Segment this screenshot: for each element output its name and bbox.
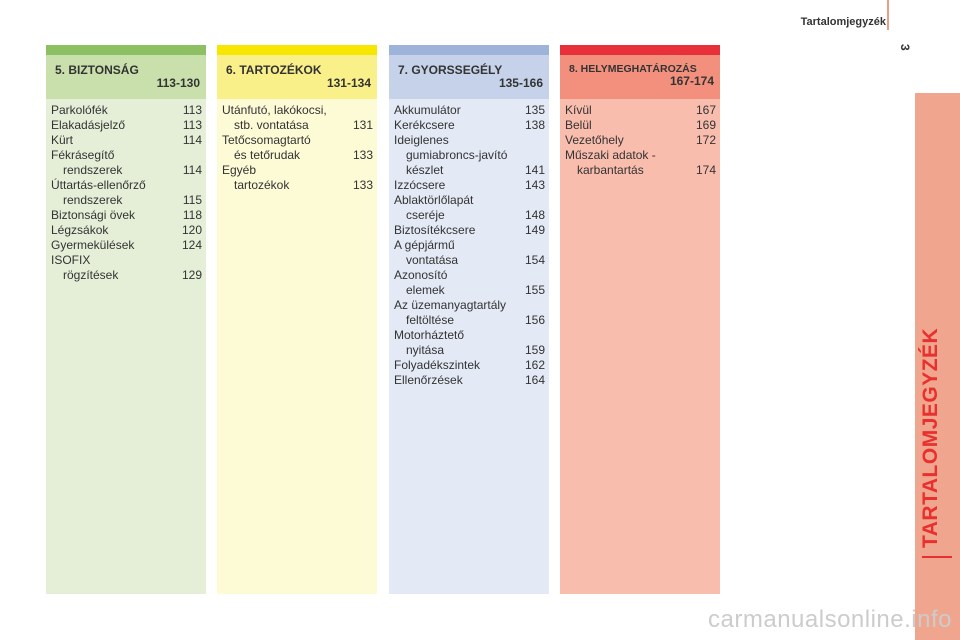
toc-entry[interactable] bbox=[222, 163, 373, 193]
column-color-strip bbox=[217, 45, 377, 55]
toc-entry-title: Utánfutó, lakókocsi, bbox=[222, 103, 327, 117]
toc-entry-page: 159 bbox=[524, 343, 545, 357]
toc-entry-page: 172 bbox=[695, 133, 716, 147]
toc-entry-page: 118 bbox=[182, 208, 202, 222]
toc-entry-title: Légzsákok bbox=[51, 223, 109, 237]
toc-entry-page: 129 bbox=[181, 268, 202, 282]
toc-entry-title: Ideiglenes bbox=[394, 133, 449, 147]
section-title: 7. GYORSSEGÉLY bbox=[398, 63, 503, 77]
toc-entry-title: Elakadásjelző bbox=[51, 118, 126, 132]
toc-entry-page: 124 bbox=[181, 238, 202, 252]
toc-entry[interactable] bbox=[394, 268, 545, 298]
section-title: 5. BIZTONSÁG bbox=[55, 63, 139, 77]
toc-entry[interactable] bbox=[51, 133, 202, 148]
toc-entry-title: Motorháztető bbox=[394, 328, 465, 342]
toc-entry[interactable] bbox=[51, 208, 202, 223]
toc-entry-page: 174 bbox=[695, 163, 716, 177]
toc-column bbox=[389, 45, 549, 594]
section-page-range: 135-166 bbox=[498, 76, 543, 90]
toc-entry[interactable] bbox=[565, 103, 716, 118]
toc-entry[interactable] bbox=[394, 103, 545, 118]
toc-entry[interactable] bbox=[51, 148, 202, 178]
toc-entry-title: Biztosítékcsere bbox=[394, 223, 476, 237]
toc-entry[interactable] bbox=[222, 103, 373, 133]
toc-entry[interactable] bbox=[394, 328, 545, 358]
toc-entry-page: 154 bbox=[524, 253, 545, 267]
toc-entry-page: 113 bbox=[182, 118, 202, 132]
toc-entry-page: 133 bbox=[352, 178, 373, 192]
toc-entry-page: 156 bbox=[524, 313, 545, 327]
toc-entry-title-cont: rendszerek bbox=[63, 163, 123, 177]
toc-entry[interactable] bbox=[394, 118, 545, 133]
toc-entry-title: Ellenőrzések bbox=[394, 373, 463, 387]
header-divider bbox=[887, 0, 889, 30]
toc-entry-title-cont: karbantartás bbox=[577, 163, 644, 177]
toc-entry-title: Folyadékszintek bbox=[394, 358, 481, 372]
toc-entry[interactable] bbox=[51, 118, 202, 133]
toc-entry[interactable] bbox=[51, 178, 202, 208]
toc-entry-title: Kürt bbox=[51, 133, 74, 147]
toc-entry[interactable] bbox=[394, 178, 545, 193]
toc-entry-page: 164 bbox=[524, 373, 545, 387]
toc-entry[interactable] bbox=[222, 133, 373, 163]
toc-entry-title: Azonosító bbox=[394, 268, 448, 282]
toc-entry-page: 155 bbox=[524, 283, 545, 297]
toc-entry-page: 138 bbox=[524, 118, 545, 132]
toc-entry-title-cont: készlet bbox=[406, 163, 444, 177]
section-entries bbox=[46, 99, 206, 283]
section-page-range: 167-174 bbox=[669, 74, 714, 88]
toc-entry-title: Parkolófék bbox=[51, 103, 108, 117]
toc-entry-title: Úttartás-ellenőrző bbox=[51, 178, 146, 192]
toc-entry[interactable] bbox=[51, 238, 202, 253]
section-entries bbox=[389, 99, 549, 388]
toc-entry-page: 162 bbox=[524, 358, 545, 372]
toc-entry-title: Belül bbox=[565, 118, 592, 132]
toc-entry-title: Egyéb bbox=[222, 163, 257, 177]
column-color-strip bbox=[560, 45, 720, 55]
side-tab-label: TARTALOMJEGYZÉK bbox=[919, 327, 942, 548]
toc-entry[interactable] bbox=[51, 223, 202, 238]
toc-entry-page: 167 bbox=[695, 103, 716, 117]
section-header bbox=[46, 55, 206, 99]
toc-entry-page: 131 bbox=[352, 118, 373, 132]
toc-entry-page: 148 bbox=[524, 208, 545, 222]
toc-entry-title: Műszaki adatok - bbox=[565, 148, 656, 162]
toc-entry-title: Vezetőhely bbox=[565, 133, 624, 147]
section-title: 8. HELYMEGHATÁROZÁS bbox=[569, 63, 697, 75]
toc-column bbox=[46, 45, 206, 594]
toc-entry[interactable] bbox=[565, 148, 716, 178]
section-title: 6. TARTOZÉKOK bbox=[226, 63, 322, 77]
toc-entry-title: Izzócsere bbox=[394, 178, 446, 192]
section-entries bbox=[217, 99, 377, 193]
column-color-strip bbox=[389, 45, 549, 55]
section-header bbox=[217, 55, 377, 99]
toc-entry-title: Tetőcsomagtartó bbox=[222, 133, 311, 147]
toc-entry-page: 133 bbox=[352, 148, 373, 162]
toc-entry-title: Ablaktörlőlapát bbox=[394, 193, 474, 207]
toc-entry[interactable] bbox=[565, 133, 716, 148]
toc-entry[interactable] bbox=[394, 298, 545, 328]
toc-entry-title-cont: rögzítések bbox=[63, 268, 119, 282]
toc-entry-title-cont: cseréje bbox=[406, 208, 445, 222]
toc-entry-title: Kerékcsere bbox=[394, 118, 455, 132]
toc-entry-page: 149 bbox=[524, 223, 545, 237]
section-entries bbox=[560, 99, 720, 178]
toc-entry-title-cont: rendszerek bbox=[63, 193, 123, 207]
toc-entry-title: A gépjármű bbox=[394, 238, 455, 252]
watermark: carmanualsonline.info bbox=[708, 606, 952, 633]
toc-entry[interactable] bbox=[394, 193, 545, 223]
toc-entry[interactable] bbox=[394, 223, 545, 238]
toc-entry-title: Az üzemanyagtartály bbox=[394, 298, 507, 312]
toc-entry[interactable] bbox=[51, 103, 202, 118]
toc-entry-page: 120 bbox=[181, 223, 202, 237]
toc-entry-page: 115 bbox=[182, 193, 202, 207]
toc-entry-title: Fékrásegítő bbox=[51, 148, 115, 162]
toc-entry[interactable] bbox=[51, 253, 202, 283]
toc-entry-title-cont: tartozékok bbox=[234, 178, 290, 192]
toc-entry-title-cont: és tetőrudak bbox=[234, 148, 301, 162]
toc-entry[interactable] bbox=[394, 358, 545, 373]
toc-entry-title: ISOFIX bbox=[51, 253, 91, 267]
header-title: Tartalomjegyzék bbox=[800, 16, 886, 28]
toc-column bbox=[217, 45, 377, 594]
section-page-range: 113-130 bbox=[156, 76, 200, 90]
side-tab-marker bbox=[922, 556, 952, 558]
toc-entry-title-cont: feltöltése bbox=[406, 313, 455, 327]
toc-entry[interactable] bbox=[394, 373, 545, 388]
toc-entry-title-cont: elemek bbox=[406, 283, 445, 297]
section-page-range: 131-134 bbox=[326, 76, 371, 90]
toc-entry-title: Gyermekülések bbox=[51, 238, 135, 252]
toc-entry-title: Akkumulátor bbox=[394, 103, 461, 117]
toc-entry-title-cont: nyitása bbox=[406, 343, 445, 357]
toc-entry-page: 143 bbox=[524, 178, 545, 192]
toc-entry-title-cont: gumiabroncs-javító bbox=[406, 148, 508, 162]
toc-entry-page: 114 bbox=[182, 133, 202, 147]
section-header bbox=[560, 55, 720, 99]
toc-entry-title: Biztonsági övek bbox=[51, 208, 136, 222]
toc-entry-title-cont: vontatása bbox=[406, 253, 459, 267]
toc-entry-page: 169 bbox=[695, 118, 716, 132]
toc-entry[interactable] bbox=[394, 238, 545, 268]
toc-entry-title: Kívül bbox=[565, 103, 592, 117]
toc-entry-title-cont: stb. vontatása bbox=[234, 118, 309, 132]
toc-column bbox=[560, 45, 720, 594]
column-color-strip bbox=[46, 45, 206, 55]
toc-entry-page: 135 bbox=[524, 103, 545, 117]
toc-entry[interactable] bbox=[394, 133, 545, 178]
section-header bbox=[389, 55, 549, 99]
toc-entry-page: 141 bbox=[524, 163, 545, 177]
page-number: 3 bbox=[898, 44, 912, 51]
toc-entry-page: 114 bbox=[182, 163, 202, 177]
toc-entry-page: 113 bbox=[182, 103, 202, 117]
toc-entry[interactable] bbox=[565, 118, 716, 133]
